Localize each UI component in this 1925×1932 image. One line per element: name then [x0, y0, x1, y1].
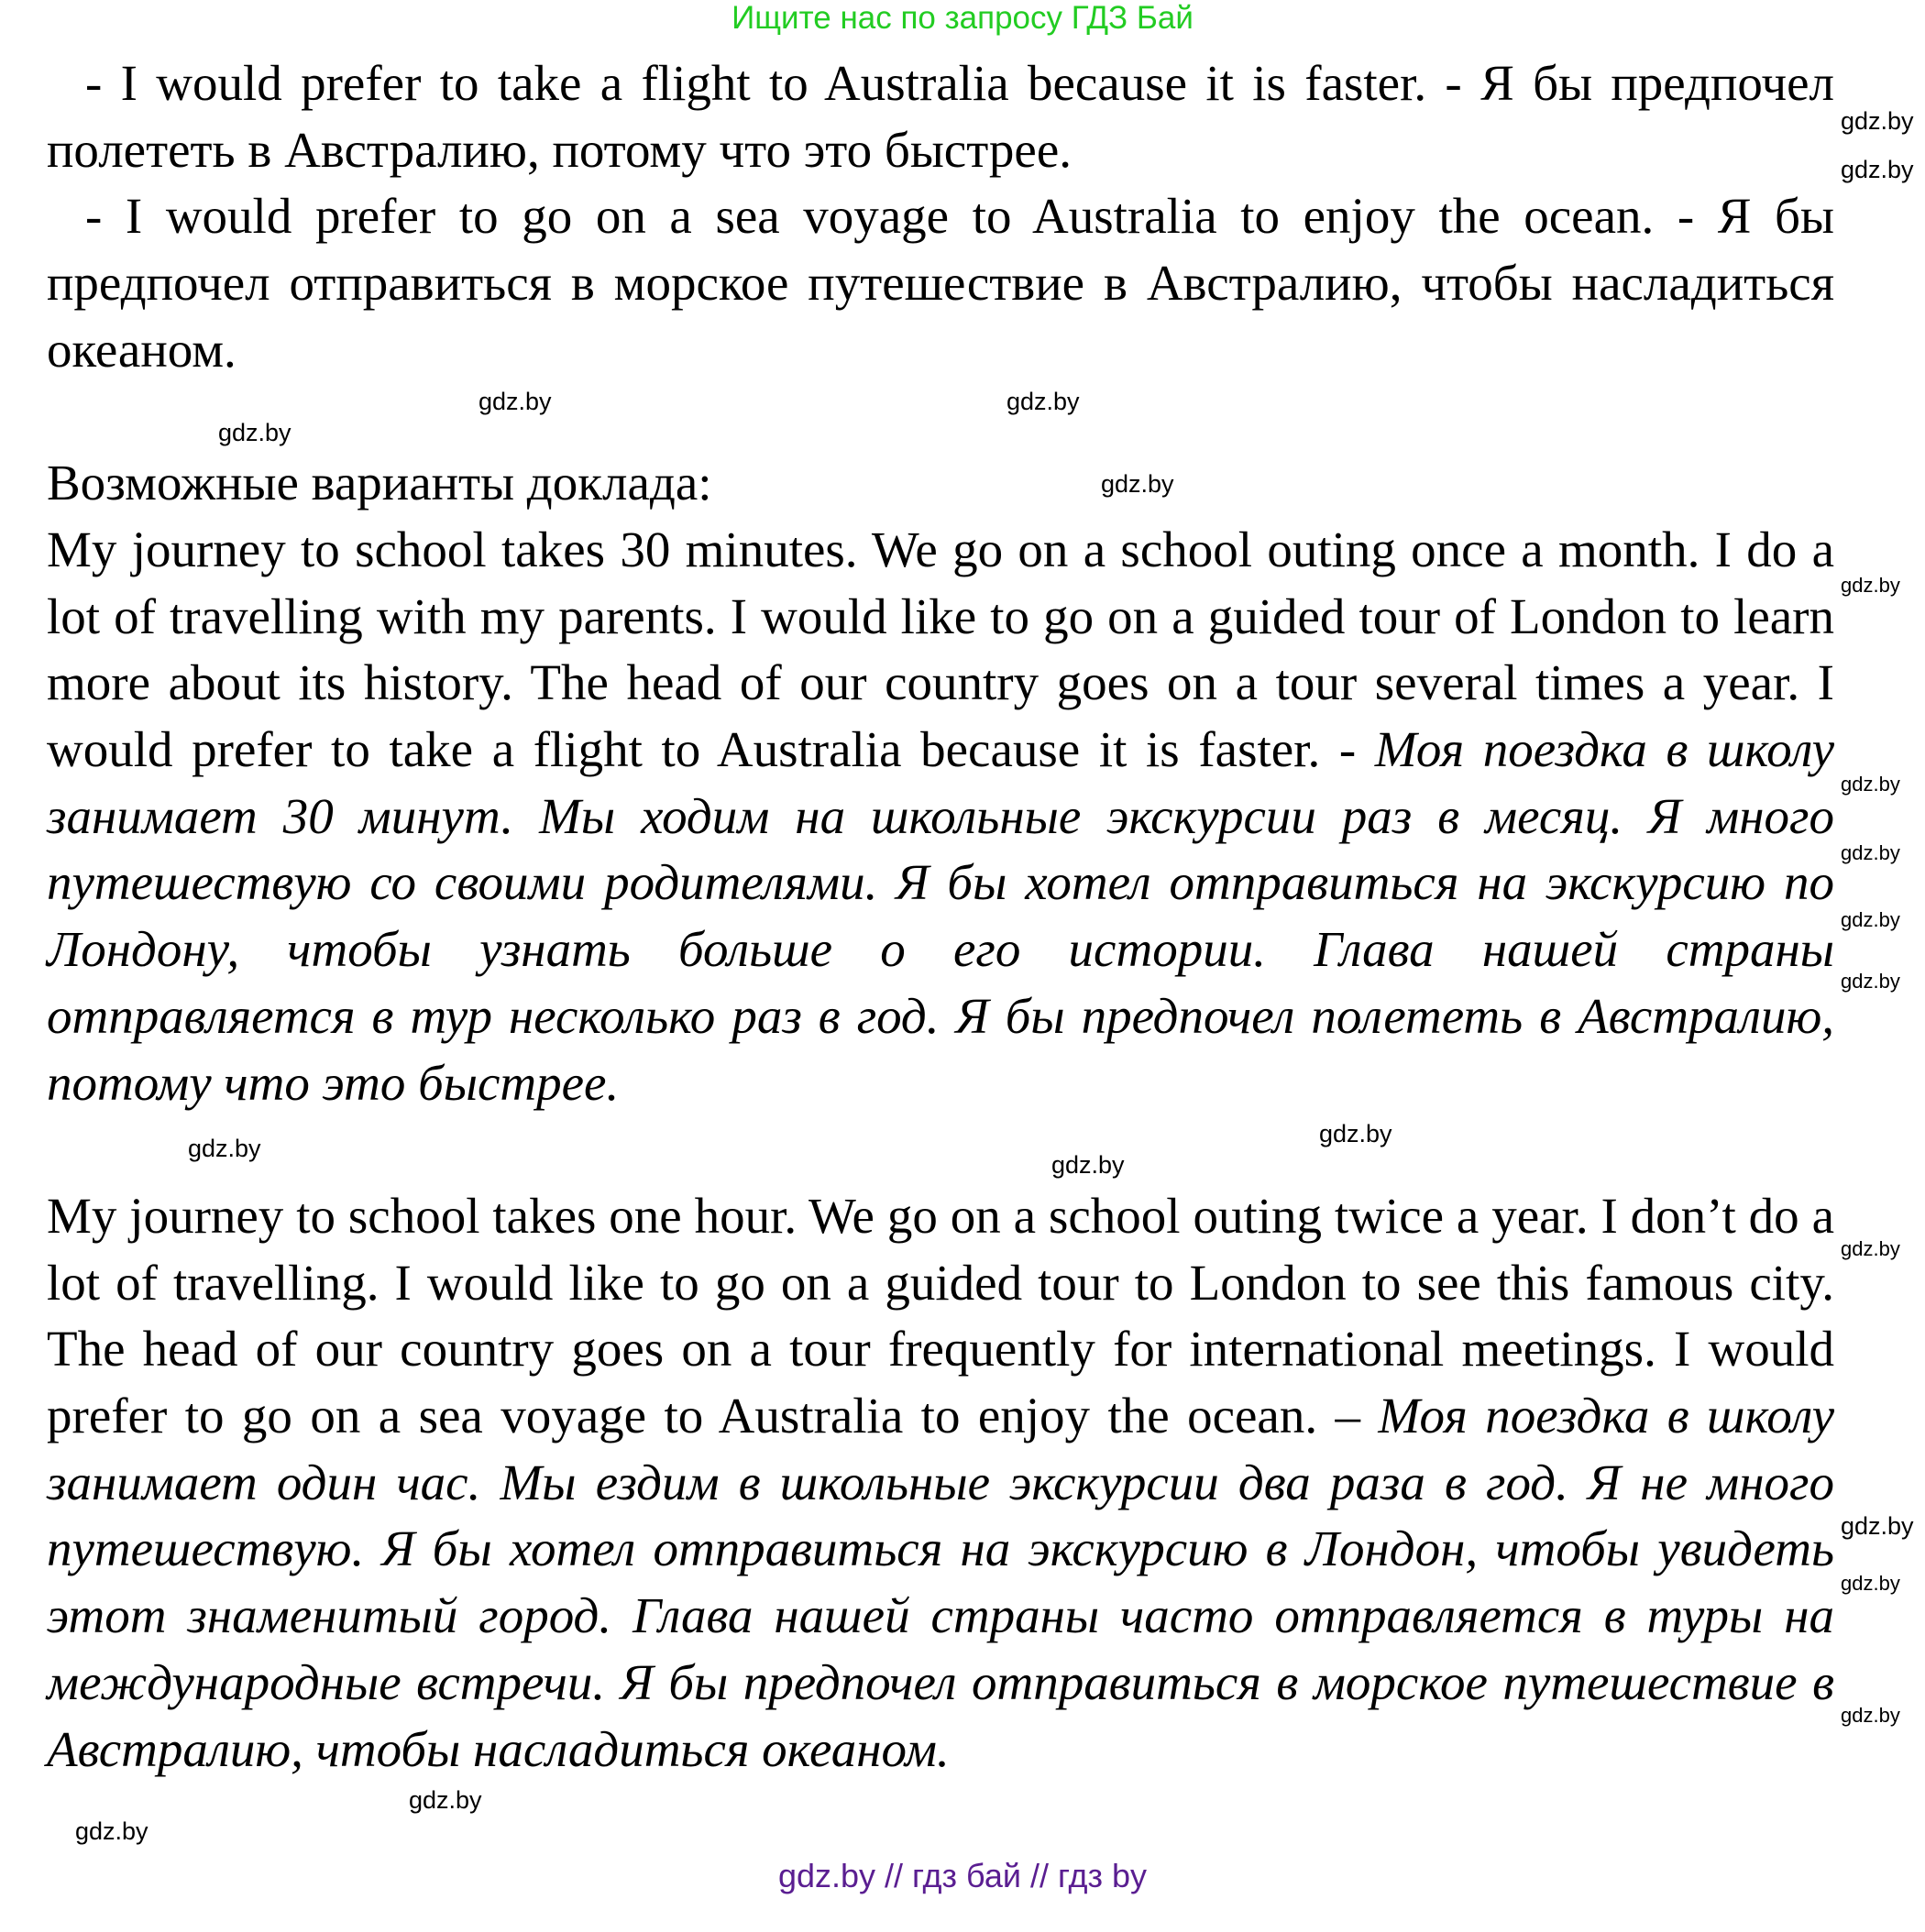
watermark: gdz.by	[1051, 1151, 1125, 1180]
watermark: gdz.by	[478, 387, 552, 415]
section-heading-text: Возможные варианты доклада:	[47, 455, 712, 511]
blank-line	[47, 384, 1834, 451]
blank-line	[47, 1783, 1834, 1850]
watermark: gdz.by	[1841, 773, 1900, 796]
watermark: gdz.by	[1841, 1237, 1900, 1260]
watermark: gdz.by	[1006, 387, 1080, 415]
report-1-english: My journey to school takes 30 minutes. We go on a school outing once a month. I do a lot of travelling with my parents. I would like to go on a guided tour of London to learn more about its history. The head of our country goes on a tour several times a year. I would prefer to take a flight to Australia because it is faster. -	[47, 521, 1834, 778]
report-variant-1	[47, 517, 1834, 1116]
watermark: gdz.by	[1101, 470, 1174, 499]
watermark: gdz.by	[1841, 1512, 1914, 1540]
watermark: gdz.by	[75, 1817, 148, 1846]
report-variant-2	[47, 1183, 1834, 1783]
paragraph-sea-voyage: - I would prefer to go on a sea voyage to Australia to enjoy the ocean. - Я бы предпочел отправиться в морское путешествие в Австралию, чтобы насладиться океаном.	[47, 188, 1834, 378]
paragraph-flight: - I would prefer to take a flight to Australia because it is faster. - Я бы предпочел полететь в Австралию, потому что это быстрее.	[47, 55, 1834, 178]
section-heading-row	[47, 450, 1834, 517]
watermark: gdz.by	[1841, 908, 1900, 931]
watermark: gdz.by	[218, 418, 292, 446]
watermark: gdz.by	[1841, 1704, 1900, 1727]
watermark: gdz.by	[1841, 574, 1900, 597]
watermark: gdz.by	[1841, 970, 1900, 993]
report-1-russian: Моя поездка в школу занимает 30 минут. Мы ходим на школьные экскурсии раз в месяц. Я много путешествую со своими родителями. Я бы хотел отправиться на экскурсию по Лондону, чтобы узнать больше о его истории. Глава нашей страны отправляется в тур несколько раз в год. Я бы предпочел полететь в Австралию, потому что это быстрее.	[47, 721, 1834, 1111]
watermark: gdz.by	[188, 1135, 261, 1163]
watermark: gdz.by	[1841, 107, 1914, 135]
watermark: gdz.by	[1841, 156, 1914, 183]
watermark: gdz.by	[409, 1786, 482, 1815]
report-2-russian: Моя поездка в школу занимает один час. Мы ездим в школьные экскурсии два раза в год. Я не много путешествую. Я бы хотел отправиться на экскурсию в Лондон, чтобы увидеть этот знаменитый город. Глава нашей страны часто отправляется в туры на международные встречи. Я бы предпочел отправиться в морское путешествие в Австралию, чтобы насладиться океаном.	[47, 1388, 1834, 1777]
watermark: gdz.by	[1841, 1572, 1900, 1595]
blank-line	[47, 1116, 1834, 1183]
report-2-english: My journey to school takes one hour. We go on a school outing twice a year. I don’t do a lot of travelling. I would like to go on a guided tour to London to see this famous city. The head of our country goes on a tour frequently for international meetings. I would prefer to go on a sea voyage to Australia to enjoy the ocean. –	[47, 1187, 1834, 1444]
watermark: gdz.by	[1841, 841, 1900, 864]
header-banner: Ищите нас по запросу ГДЗ Бай	[732, 0, 1194, 36]
watermark: gdz.by	[1319, 1120, 1392, 1148]
footer-banner: gdz.by // гдз бай // гдз by	[777, 1856, 1148, 1894]
document-body	[47, 50, 1834, 1895]
section-heading	[47, 450, 1834, 517]
